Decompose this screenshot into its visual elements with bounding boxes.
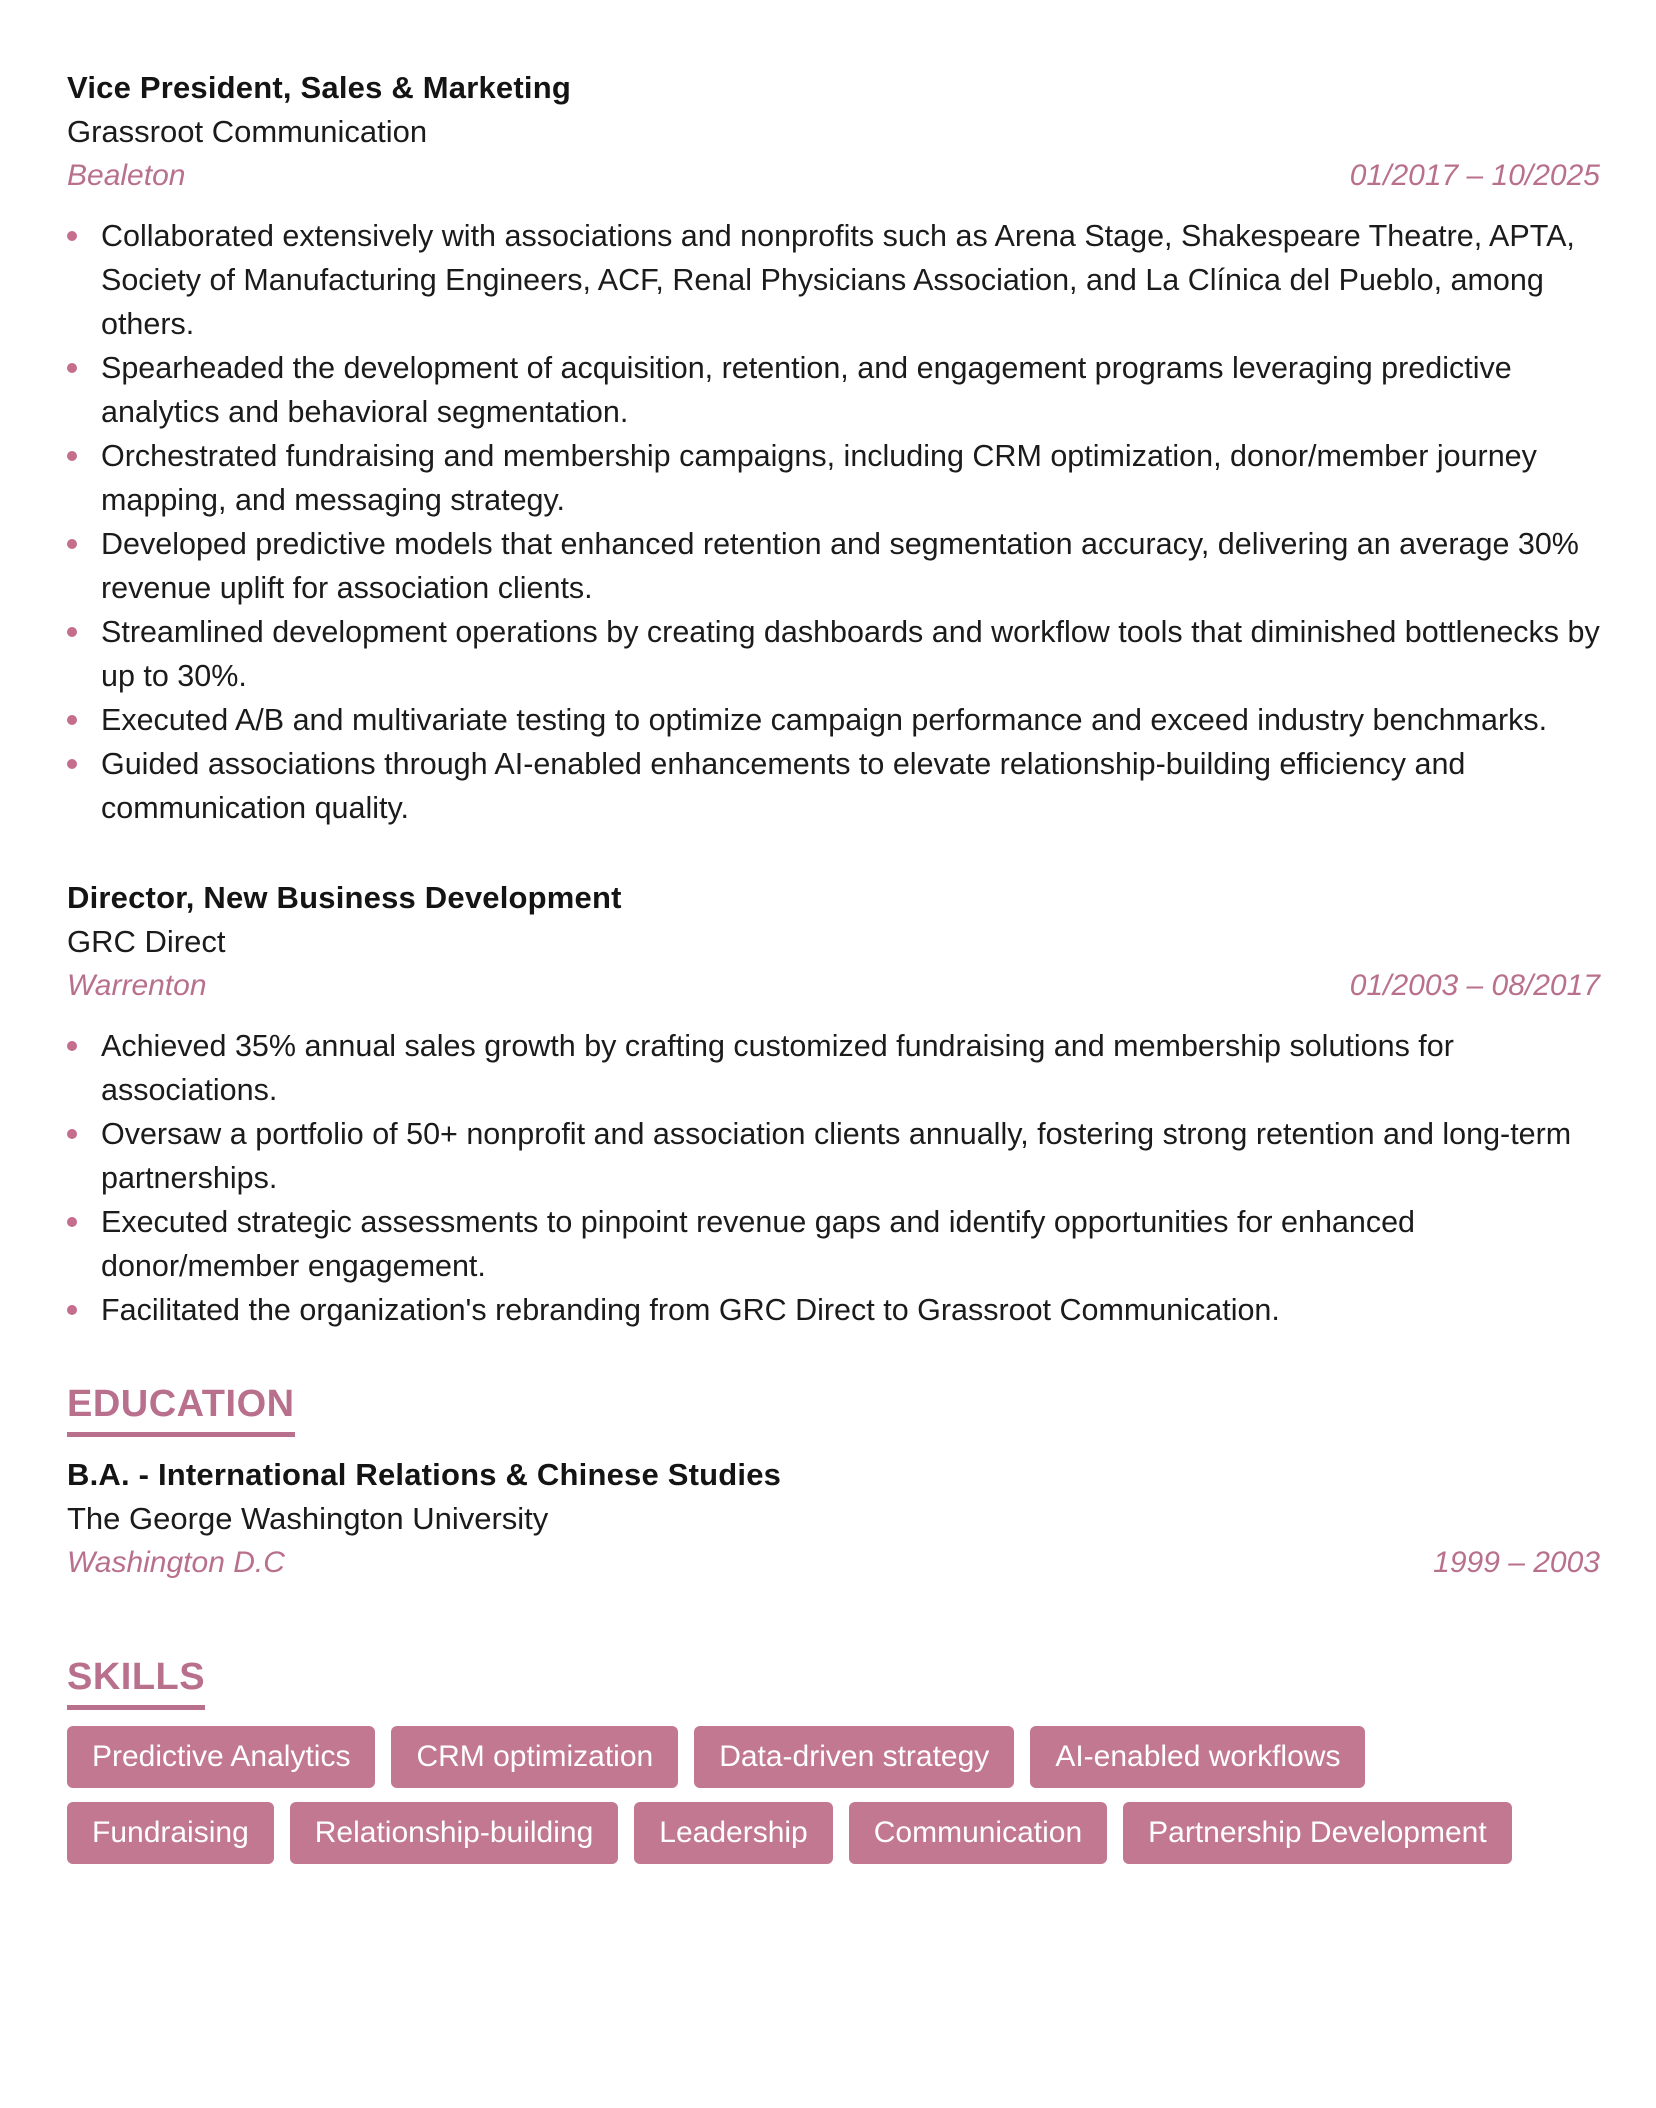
skills-section [67,1651,1600,1864]
bullet-dot-icon [67,539,77,549]
skill-tag: Communication [849,1802,1107,1864]
bullet-dot-icon [67,1217,77,1227]
bullet-dot-icon [67,363,77,373]
skill-tag: Partnership Development [1123,1802,1512,1864]
job-entry [67,66,1600,830]
bullet-item: Executed strategic assessments to pinpoint revenue gaps and identify opportunities for enhanced donor/member engagement. [67,1200,1600,1288]
bullet-dot-icon [67,231,77,241]
education-dates: 1999 – 2003 [1433,1546,1600,1579]
bullet-item: Oversaw a portfolio of 50+ nonprofit and association clients annually, fostering strong retention and long-term partnerships. [67,1112,1600,1200]
job-title: Director, New Business Development [67,880,622,915]
degree-title: B.A. - International Relations & Chinese Studies [67,1457,782,1492]
skill-tags [67,1726,1547,1864]
bullet-item: Developed predictive models that enhanced retention and segmentation accuracy, delivering an average 30% revenue uplift for association clients. [67,522,1600,610]
job-meta [67,154,1600,198]
bullet-dot-icon [67,759,77,769]
school-name: The George Washington University [67,1501,549,1536]
education-meta [67,1541,1600,1585]
bullet-item: Executed A/B and multivariate testing to optimize campaign performance and exceed industry benchmarks. [67,698,1600,742]
skill-tag: Data-driven strategy [694,1726,1014,1788]
bullet-dot-icon [67,451,77,461]
education-section [67,1378,1600,1585]
job-bullets [67,214,1600,830]
bullet-dot-icon [67,1305,77,1315]
company-name: GRC Direct [67,924,226,959]
resume-page [67,66,1600,1864]
bullet-dot-icon [67,715,77,725]
job-bullets [67,1024,1600,1332]
bullet-item: Facilitated the organization's rebranding from GRC Direct to Grassroot Communication. [67,1288,1600,1332]
skill-tag: Predictive Analytics [67,1726,375,1788]
job-title: Vice President, Sales & Marketing [67,70,571,105]
job-location: Bealeton [67,159,186,192]
bullet-item: Guided associations through AI-enabled enhancements to elevate relationship-building efficiency and communication quality. [67,742,1600,830]
bullet-dot-icon [67,1129,77,1139]
bullet-item: Streamlined development operations by creating dashboards and workflow tools that diminished bottlenecks by up to 30%. [67,610,1600,698]
bullet-item: Achieved 35% annual sales growth by crafting customized fundraising and membership solutions for associations. [67,1024,1600,1112]
bullet-item: Spearheaded the development of acquisition, retention, and engagement programs leveraging predictive analytics and behavioral segmentation. [67,346,1600,434]
bullet-dot-icon [67,1041,77,1051]
skills-heading: SKILLS [67,1651,205,1710]
job-meta [67,964,1600,1008]
job-dates: 01/2017 – 10/2025 [1349,159,1600,192]
skill-tag: Leadership [634,1802,832,1864]
company-name: Grassroot Communication [67,114,428,149]
skill-tag: AI-enabled workflows [1030,1726,1365,1788]
bullet-dot-icon [67,627,77,637]
bullet-item: Collaborated extensively with associations and nonprofits such as Arena Stage, Shakespeare Theatre, APTA, Society of Manufacturing Engineers, ACF, Renal Physicians Association, and La Clínica del Pueblo, among others. [67,214,1600,346]
job-location: Warrenton [67,969,207,1002]
job-dates: 01/2003 – 08/2017 [1349,969,1600,1002]
education-location: Washington D.C [67,1546,285,1579]
bullet-item: Orchestrated fundraising and membership campaigns, including CRM optimization, donor/member journey mapping, and messaging strategy. [67,434,1600,522]
skill-tag: CRM optimization [391,1726,678,1788]
job-entry [67,876,1600,1332]
education-heading: EDUCATION [67,1378,295,1437]
skill-tag: Fundraising [67,1802,274,1864]
skill-tag: Relationship-building [290,1802,619,1864]
